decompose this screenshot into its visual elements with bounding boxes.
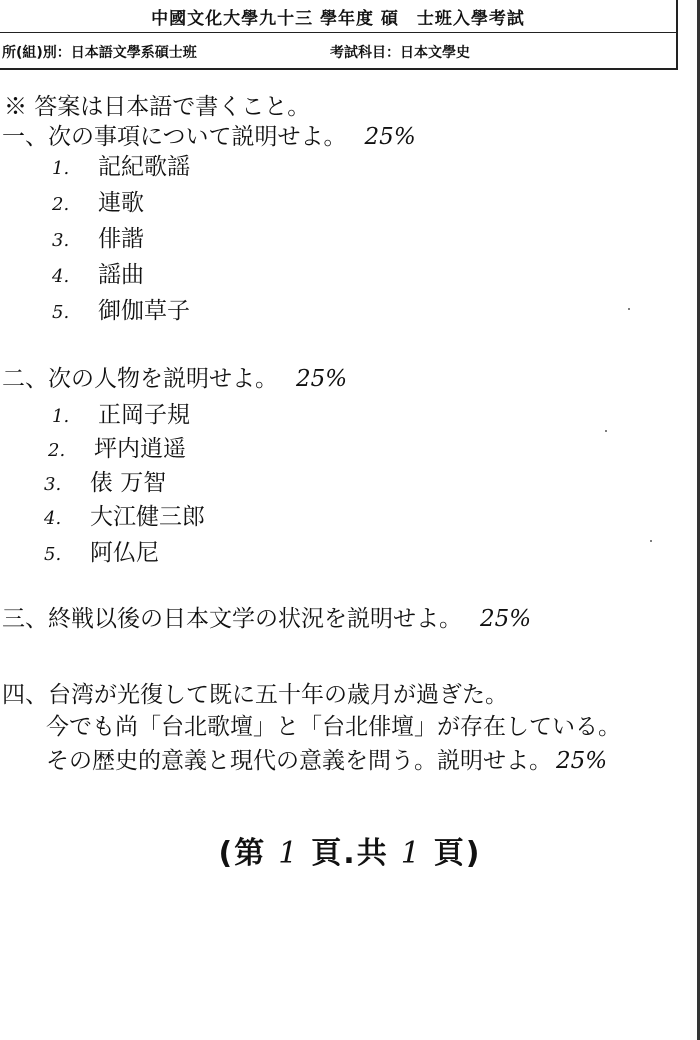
item-number: 3. — [52, 230, 70, 251]
item-number: 4. — [52, 266, 70, 287]
question-4-text-cont: その歴史的意義と現代の意義を問う。説明せよ。 — [46, 748, 552, 774]
list-item — [52, 148, 190, 181]
item-number: 2. — [52, 194, 70, 215]
item-text: 俵 万智 — [90, 470, 167, 496]
list-item — [52, 220, 144, 253]
list-item — [52, 184, 144, 217]
list-item — [52, 256, 144, 289]
question-1-percent: 25% — [364, 124, 416, 150]
subject-label: 考試科目：日本文學史 — [330, 45, 470, 61]
item-number: 2. — [48, 440, 66, 461]
department-label: 所(組)別：日本語文學系碩士班 — [2, 45, 197, 61]
item-text: 阿仏尼 — [90, 540, 159, 566]
exam-header — [0, 0, 678, 70]
list-item — [44, 534, 159, 567]
item-text: 大江健三郎 — [90, 504, 205, 530]
item-text: 坪内逍遥 — [94, 436, 186, 462]
footer-total: 1 — [400, 836, 422, 871]
question-4-heading — [2, 676, 508, 709]
item-number: 3. — [44, 474, 62, 495]
instruction-text: ※ 答案は日本語で書くこと。 — [4, 94, 311, 120]
list-item — [48, 430, 186, 463]
question-4-line-2: 今でも尚「台北歌壇」と「台北俳壇」が存在している。 — [46, 714, 621, 740]
item-text: 謡曲 — [98, 262, 144, 288]
item-text: 記紀歌謡 — [98, 154, 190, 180]
question-4-line-3 — [46, 742, 607, 775]
question-2-percent: 25% — [296, 366, 348, 392]
footer-mid: 頁.共 — [311, 836, 389, 871]
scan-speck — [650, 540, 652, 542]
item-text: 俳諧 — [98, 226, 144, 252]
item-text: 正岡子規 — [98, 402, 190, 428]
question-4-text: 四、台湾が光復して既に五十年の歳月が過ぎた。 — [2, 682, 508, 708]
question-2-text: 二、次の人物を説明せよ。 — [2, 366, 278, 392]
item-number: 5. — [44, 544, 62, 565]
question-1-text: 一、次の事項について説明せよ。 — [2, 124, 347, 150]
question-3-text: 三、終戦以後の日本文学の状況を説明せよ。 — [2, 606, 462, 632]
footer-page: 1 — [278, 836, 300, 871]
exam-title: 中國文化大學九十三 學年度 碩 士班入學考試 — [151, 9, 525, 29]
item-number: 4. — [44, 508, 62, 529]
page-number-footer — [0, 828, 700, 872]
item-text: 御伽草子 — [98, 298, 190, 324]
item-number: 5. — [52, 302, 70, 323]
footer-open: (第 — [218, 836, 267, 871]
item-number: 1. — [52, 158, 70, 179]
item-text: 連歌 — [98, 190, 144, 216]
list-item — [52, 292, 190, 325]
list-item — [44, 498, 205, 531]
scan-speck — [605, 430, 607, 432]
question-3-percent: 25% — [480, 606, 532, 632]
list-item — [52, 396, 190, 429]
question-2-heading — [2, 360, 347, 393]
question-3-heading — [2, 600, 531, 633]
footer-close: 頁) — [433, 836, 482, 871]
question-1-heading — [2, 118, 416, 151]
scan-speck — [628, 308, 630, 310]
item-number: 1. — [52, 406, 70, 427]
header-divider — [0, 32, 676, 33]
list-item — [44, 464, 166, 497]
question-4-percent: 25% — [556, 748, 608, 774]
